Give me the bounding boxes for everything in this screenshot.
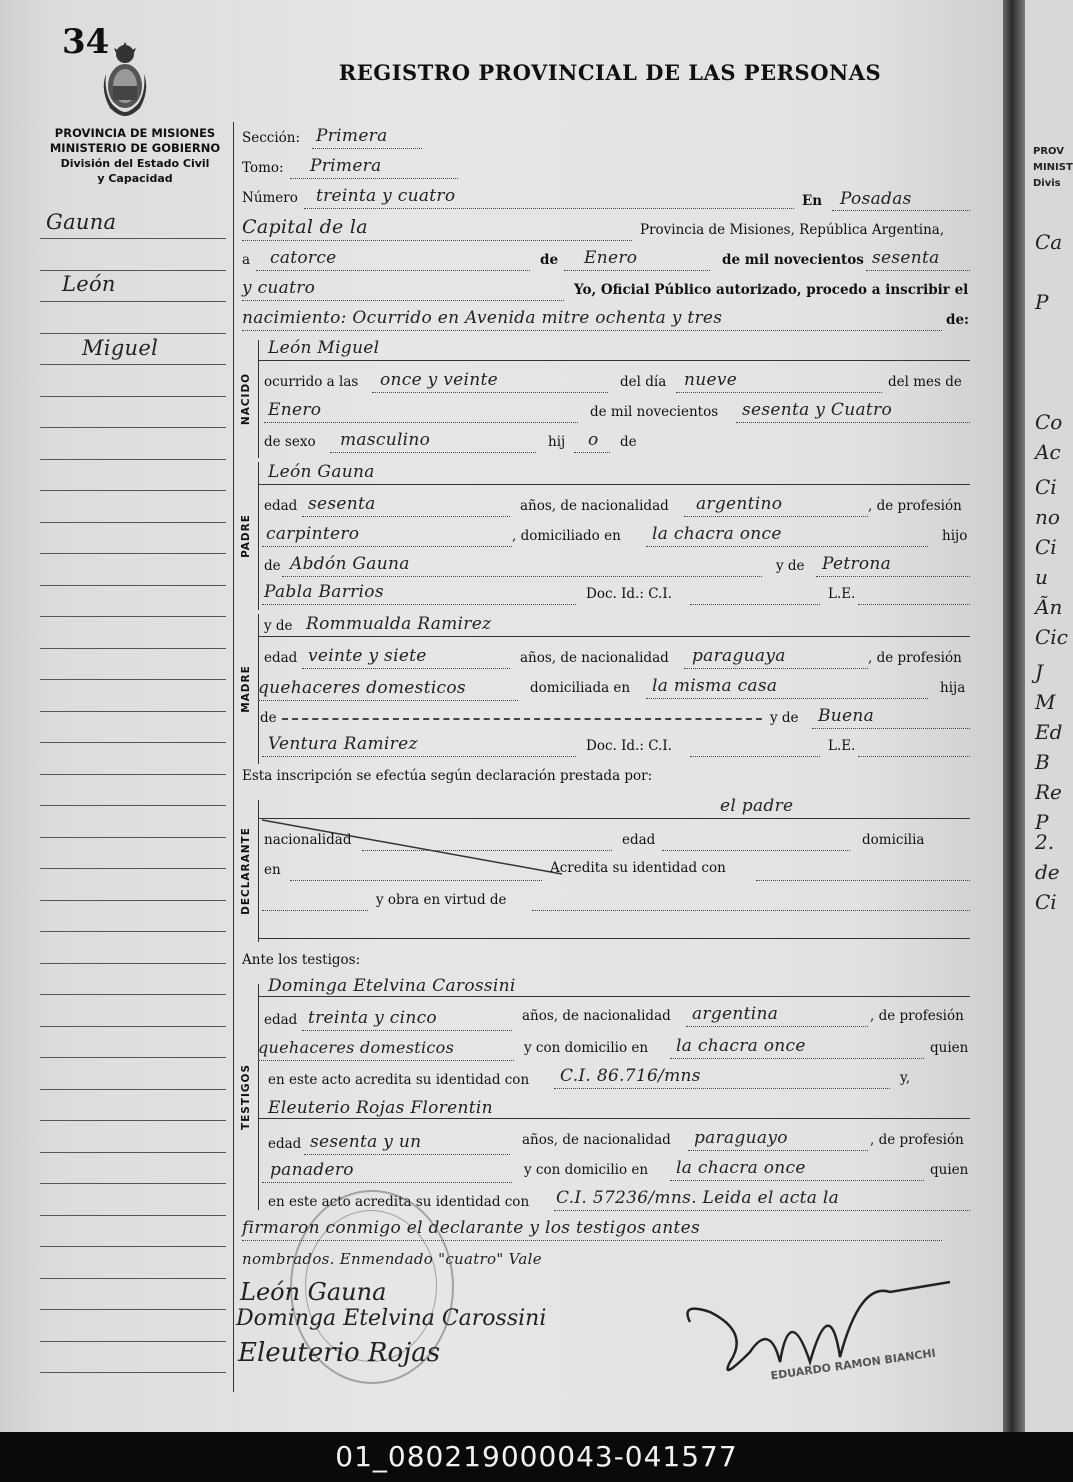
- firma-testigo-1: Dominga Etelvina Carossini: [236, 1306, 547, 1331]
- cierre-linea-2: nombrados. Enmendado "cuatro" Vale: [242, 1250, 542, 1268]
- margin-rule-line: [40, 427, 226, 428]
- padre-de-label: de: [264, 558, 281, 574]
- madre-prof-label: , de profesión: [868, 650, 962, 666]
- margin-rule-line: [40, 679, 226, 680]
- margin-rule-line: [40, 1120, 226, 1121]
- margin-rule-line: [40, 837, 226, 838]
- mes-inscripcion: Enero: [584, 248, 638, 268]
- abuela-materna-1: Buena: [818, 706, 875, 726]
- t1-edad-label: edad: [264, 1012, 298, 1028]
- firma-declarante: León Gauna: [240, 1278, 387, 1306]
- t2-prof-label: , de profesión: [870, 1132, 964, 1148]
- abuelo-materno-cancelled: [282, 718, 762, 720]
- nacido-nombre: León Miguel: [268, 338, 380, 358]
- margin-note-first-name: León: [62, 272, 116, 296]
- padre-edad: sesenta: [308, 494, 376, 514]
- provincia-label: Provincia de Misiones, República Argentina,: [640, 222, 945, 238]
- margin-rule-line: [40, 585, 226, 586]
- madre-de-label: de: [260, 710, 277, 726]
- oficial-stamp-name: EDUARDO RAMON BIANCHI: [769, 1346, 937, 1383]
- t1-nac-label: años, de nacionalidad: [522, 1008, 671, 1024]
- margin-rule-line: [40, 522, 226, 523]
- margin-rule-line: [40, 1152, 226, 1153]
- madre-hija-label: hija: [940, 680, 966, 696]
- margin-rule-line: [40, 963, 226, 964]
- margin-rule-line: [40, 900, 226, 901]
- testigo1-domicilio: la chacra once: [676, 1036, 806, 1056]
- numero-value: treinta y cuatro: [316, 186, 456, 206]
- del-dia-label: del día: [620, 374, 667, 390]
- margin-rule-line: [40, 1215, 226, 1216]
- abuela-paterna-2: Pabla Barrios: [264, 582, 384, 602]
- testigo1-id: C.I. 86.716/mns: [560, 1066, 701, 1086]
- sexo-value: masculino: [340, 430, 431, 450]
- testigos-intro: Ante los testigos:: [242, 952, 361, 968]
- margin-note-second-name: Miguel: [82, 336, 159, 360]
- section-padre: PADRE: [234, 462, 259, 610]
- hij-label: hij: [548, 434, 566, 450]
- abuela-materna-2: Ventura Ramirez: [268, 734, 418, 754]
- margin-rule-line: [40, 868, 226, 869]
- en-label: En: [802, 193, 823, 209]
- madre-yde-label: y de: [264, 618, 293, 634]
- section-madre: MADRE: [234, 614, 259, 764]
- padre-le-label: L.E.: [828, 586, 856, 602]
- declarante-obra-label: y obra en virtud de: [376, 892, 507, 908]
- padre-profesion: carpintero: [266, 524, 360, 544]
- en-value: Posadas: [840, 189, 912, 209]
- nacido-anio-label: de mil novecientos: [590, 404, 719, 420]
- declarante-en-label: en: [264, 862, 281, 878]
- padre-hijo-label: hijo: [942, 528, 968, 544]
- margin-rule-line: [40, 396, 226, 397]
- nacido-de-label: de: [620, 434, 637, 450]
- hora-value: once y veinte: [380, 370, 499, 390]
- anio-value-1: sesenta: [872, 248, 940, 268]
- margin-rule-line: [40, 490, 226, 491]
- margin-note-surname: Gauna: [46, 210, 117, 234]
- t2-dom-label: y con domicilio en: [524, 1162, 649, 1178]
- margin-rule-line: [40, 1026, 226, 1027]
- anio-value-2: y cuatro: [242, 278, 316, 298]
- numero-label: Número: [242, 190, 298, 206]
- image-id-caption: 01_080219000043-041577: [0, 1432, 1073, 1482]
- testigo1-edad: treinta y cinco: [308, 1008, 437, 1028]
- sexo-label: de sexo: [264, 434, 316, 450]
- declarante-nombre: el padre: [720, 796, 794, 816]
- acto-value: nacimiento: Ocurrido en Avenida mitre ochenta y tres: [242, 308, 723, 328]
- margin-rule-line: [40, 931, 226, 932]
- margin-rule-line: [40, 1341, 226, 1342]
- declarante-edad-label: edad: [622, 832, 656, 848]
- t1-acredita-label: en este acto acredita su identidad con: [268, 1072, 530, 1088]
- margin-rule-line: [40, 648, 226, 649]
- a-label: a: [242, 252, 251, 268]
- section-testigos: TESTIGOS: [234, 984, 259, 1210]
- abuelo-paterno: Abdón Gauna: [290, 554, 410, 574]
- t1-y-label: y,: [900, 1070, 911, 1086]
- margin-rule-line: [40, 711, 226, 712]
- firma-testigo-2: Eleuterio Rojas: [238, 1338, 441, 1368]
- margin-rule-line: [40, 553, 226, 554]
- testigo2-domicilio: la chacra once: [676, 1158, 806, 1178]
- anio-nacimiento: sesenta y Cuatro: [742, 400, 892, 420]
- section-declarante: DECLARANTE: [234, 800, 259, 942]
- madre-nacionalidad: paraguaya: [692, 646, 786, 666]
- margin-rule-line: [40, 1183, 226, 1184]
- margin-rule-line: [40, 774, 226, 775]
- testigo2-id: C.I. 57236/mns. Leida el acta la: [556, 1188, 840, 1208]
- book-gutter: [1003, 0, 1025, 1432]
- header-capacity: y Capacidad: [97, 172, 173, 185]
- madre-yde2-label: y de: [770, 710, 799, 726]
- padre-nac-label: años, de nacionalidad: [520, 498, 669, 514]
- testigo2-nombre: Eleuterio Rojas Florentin: [268, 1098, 493, 1118]
- dia-nacimiento: nueve: [684, 370, 738, 390]
- tomo-value: Primera: [310, 156, 382, 176]
- t2-nac-label: años, de nacionalidad: [522, 1132, 671, 1148]
- padre-nacionalidad: argentino: [696, 494, 783, 514]
- adjacent-header-1: PROV: [1033, 146, 1065, 157]
- madre-edad-label: edad: [264, 650, 298, 666]
- testigo2-profesion: panadero: [270, 1160, 354, 1180]
- padre-doc-label: Doc. Id.: C.I.: [586, 586, 672, 602]
- margin-rule-line: [40, 333, 226, 334]
- declarante-acredita-label: Acredita su identidad con: [550, 860, 726, 876]
- tomo-label: Tomo:: [242, 160, 284, 176]
- madre-domicilio: la misma casa: [652, 676, 778, 696]
- t2-edad-label: edad: [268, 1136, 302, 1152]
- testigo1-nacionalidad: argentina: [692, 1004, 779, 1024]
- margin-rule-line: [40, 994, 226, 995]
- header-province: PROVINCIA DE MISIONES: [54, 126, 216, 140]
- header-ministry: MINISTERIO DE GOBIERNO: [49, 141, 221, 155]
- testigo1-profesion: quehaceres domesticos: [258, 1038, 455, 1057]
- margin-rule-line: [40, 364, 226, 365]
- declarante-intro: Esta inscripción se efectúa según declaración prestada por:: [242, 768, 653, 784]
- margin-rule-line: [40, 238, 226, 239]
- madre-nac-label: años, de nacionalidad: [520, 650, 669, 666]
- coat-of-arms-icon: [100, 40, 150, 118]
- padre-domicilio: la chacra once: [652, 524, 782, 544]
- testigo2-nacionalidad: paraguayo: [694, 1128, 788, 1148]
- abuela-paterna-1: Petrona: [822, 554, 892, 574]
- header-division: División del Estado Civil: [60, 157, 210, 170]
- madre-le-label: L.E.: [828, 738, 856, 754]
- padre-nombre: León Gauna: [268, 462, 375, 482]
- folio-number: 34: [62, 22, 110, 62]
- madre-edad: veinte y siete: [308, 646, 427, 666]
- hij-value: o: [588, 430, 599, 450]
- margin-rule-line: [40, 1089, 226, 1090]
- margin-rule-line: [40, 805, 226, 806]
- de-colon-label: de:: [946, 312, 970, 328]
- margin-rule-line: [40, 301, 226, 302]
- oficial-label: Yo, Oficial Público autorizado, procedo a inscribir el: [574, 282, 969, 298]
- madre-dom-label: domiciliada en: [530, 680, 631, 696]
- madre-profesion: quehaceres domesticos: [258, 678, 466, 698]
- cancel-stroke: [262, 818, 562, 878]
- del-mes-label: del mes de: [888, 374, 962, 390]
- cierre-linea-1: firmaron conmigo el declarante y los testigos antes: [242, 1218, 700, 1238]
- seccion-label: Sección:: [242, 130, 301, 146]
- padre-edad-label: edad: [264, 498, 298, 514]
- margin-rule-line: [40, 616, 226, 617]
- t1-dom-label: y con domicilio en: [524, 1040, 649, 1056]
- lugar-value: Capital de la: [242, 216, 368, 238]
- madre-nombre: Rommualda Ramirez: [306, 614, 492, 634]
- margin-rule-line: [40, 1057, 226, 1058]
- padre-prof-label: , de profesión: [868, 498, 962, 514]
- padre-yde-label: y de: [776, 558, 805, 574]
- t1-quien-label: quien: [930, 1040, 969, 1056]
- ocurrido-label: ocurrido a las: [264, 374, 359, 390]
- margin-rule-line: [40, 1372, 226, 1373]
- anio-label: de mil novecientos: [722, 252, 864, 268]
- seccion-value: Primera: [316, 126, 388, 146]
- t2-quien-label: quien: [930, 1162, 969, 1178]
- margin-rule-line: [40, 459, 226, 460]
- adjacent-header-3: Divis: [1033, 178, 1061, 189]
- document-title: REGISTRO PROVINCIAL DE LAS PERSONAS: [338, 60, 882, 85]
- margin-rule-line: [40, 742, 226, 743]
- margin-rule-line: [40, 1246, 226, 1247]
- padre-dom-label: , domiciliado en: [512, 528, 621, 544]
- t1-prof-label: , de profesión: [870, 1008, 964, 1024]
- de-label: de: [540, 252, 559, 268]
- madre-doc-label: Doc. Id.: C.I.: [586, 738, 672, 754]
- section-nacido: NACIDO: [234, 340, 259, 458]
- adjacent-page: PROV MINIST Divis Ca P Co Ac Ci no Ci u Ãn Cic J M Ed B Re P 2. de Ci: [1025, 0, 1073, 1432]
- declarante-dom-label: domicilia: [862, 832, 925, 848]
- declarante-nac-label: nacionalidad: [264, 832, 352, 848]
- mes-nacimiento: Enero: [268, 400, 322, 420]
- testigo2-edad: sesenta y un: [310, 1132, 422, 1152]
- dia-inscripcion: catorce: [270, 248, 337, 268]
- adjacent-header-2: MINIST: [1033, 162, 1073, 173]
- margin-rule-line: [40, 270, 226, 271]
- margin-rule-line: [40, 1309, 226, 1310]
- margin-rule-line: [40, 1278, 226, 1279]
- testigo1-nombre: Dominga Etelvina Carossini: [268, 976, 516, 996]
- t2-acredita-label: en este acto acredita su identidad con: [268, 1194, 530, 1210]
